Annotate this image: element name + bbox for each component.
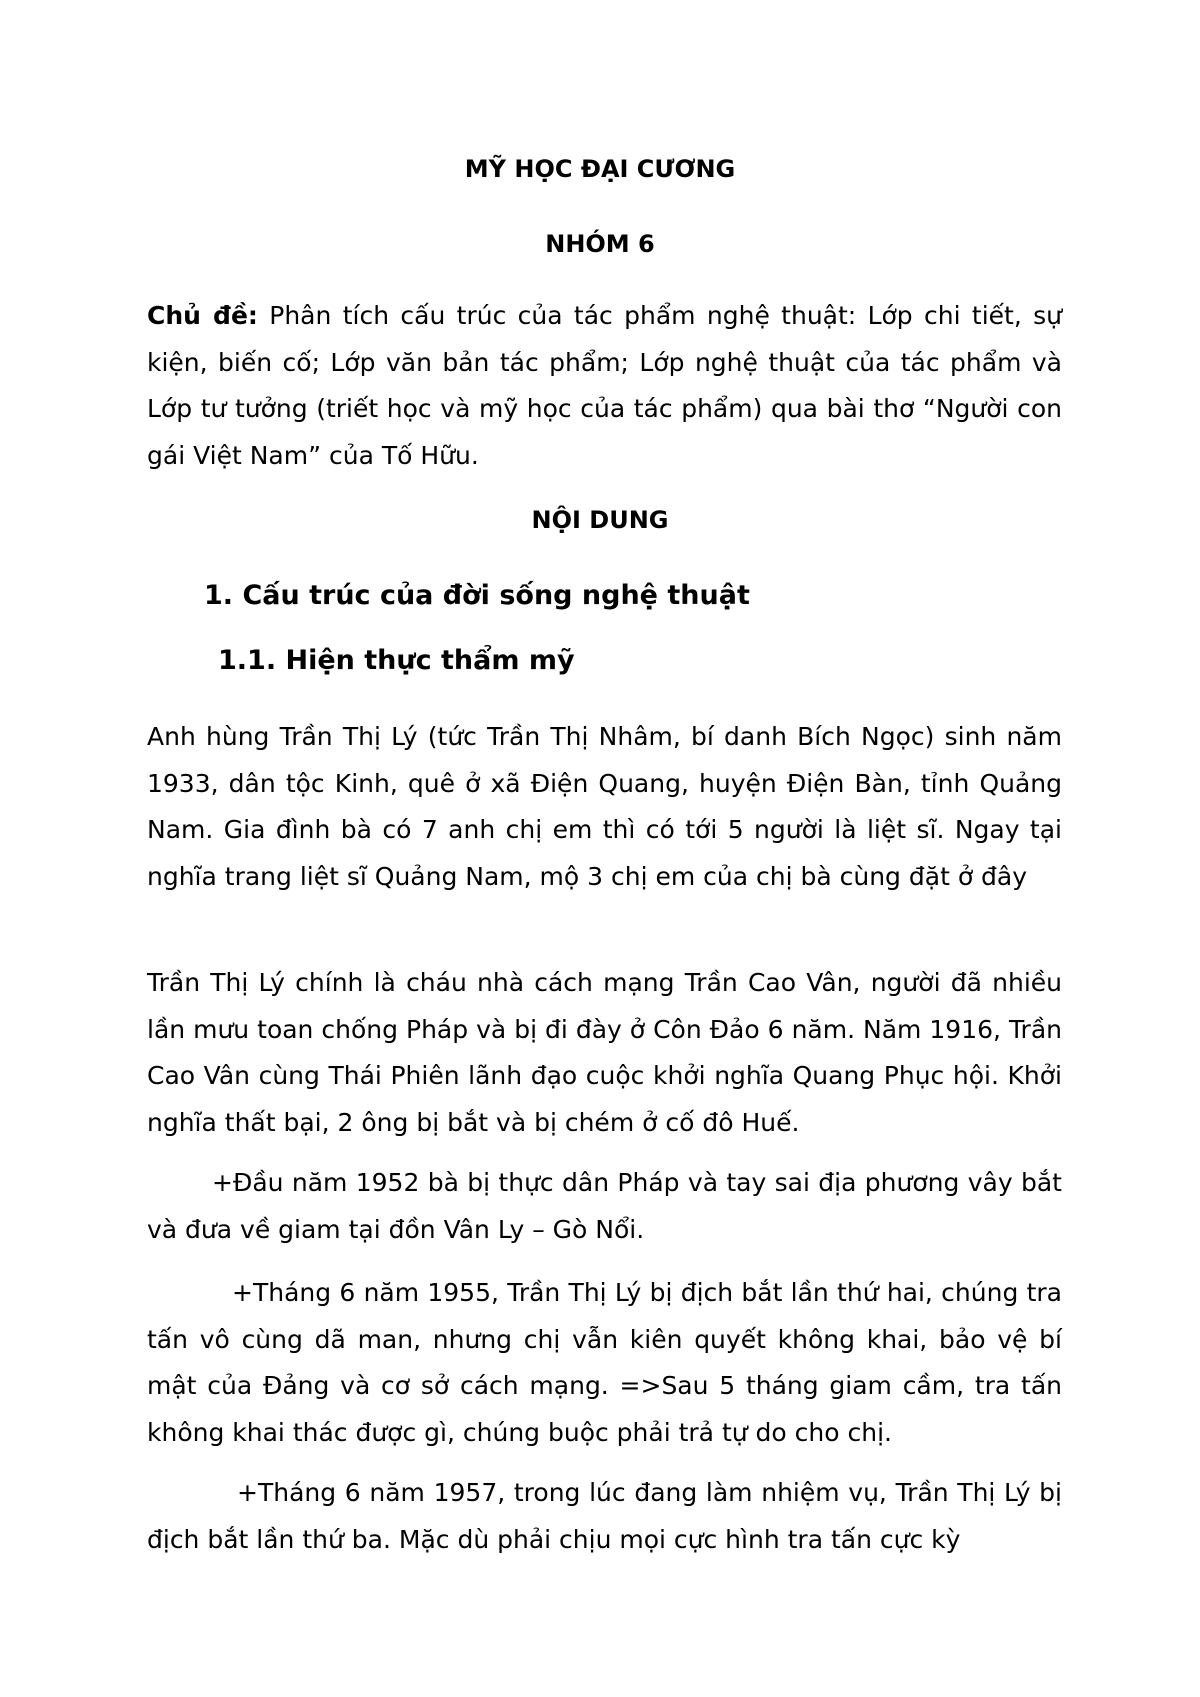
body-paragraph-2: Trần Thị Lý chính là cháu nhà cách mạng Trần Cao Vân, người đã nhiều lần mưu toan chống Pháp và bị đi đày ở Côn Đảo 6 năm. Năm 1916, Trần Cao Vân cùng Thái Phiên lãnh đạo cuộc khởi nghĩa Quang Phục hội. Khởi nghĩa thất bại, 2 ông bị bắt và bị chém ở cố đô Huế. <box>147 968 1062 1137</box>
content-heading: NỘI DUNG <box>531 506 669 534</box>
section-heading-1-1: 1.1. Hiện thực thẩm mỹ <box>218 645 575 676</box>
body-paragraph-1: Anh hùng Trần Thị Lý (tức Trần Thị Nhâm, bí danh Bích Ngọc) sinh năm 1933, dân tộc Kinh, quê ở xã Điện Quang, huyện Điện Bàn, tỉnh Quảng Nam. Gia đình bà có 7 anh chị em thì có tới 5 người là liệt sĩ. Ngay tại nghĩa trang liệt sĩ Quảng Nam, mộ 3 chị em của chị bà cùng đặt ở đây <box>147 722 1062 891</box>
topic-text: Phân tích cấu trúc của tác phẩm nghệ thuật: Lớp chi tiết, sự kiện, biến cố; Lớp văn bản tác phẩm; Lớp nghệ thuật của tác phẩm và Lớp tư tưởng (triết học và mỹ học của tác phẩm) qua bài thơ “Người con gái Việt Nam” của Tố Hữu. <box>147 301 1062 470</box>
topic-label: Chủ đề: <box>147 301 258 330</box>
section-heading-1: 1. Cấu trúc của đời sống nghệ thuật <box>204 580 750 611</box>
group-heading: NHÓM 6 <box>545 230 655 258</box>
body-paragraph-4: +Tháng 6 năm 1955, Trần Thị Lý bị địch bắt lần thứ hai, chúng tra tấn vô cùng dã man, nhưng chị vẫn kiên quyết không khai, bảo vệ bí mật của Đảng và cơ sở cách mạng. =>Sau 5 tháng giam cầm, tra tấn không khai thác được gì, chúng buộc phải trả tự do cho chị. <box>147 1278 1062 1447</box>
body-paragraph-5: +Tháng 6 năm 1957, trong lúc đang làm nhiệm vụ, Trần Thị Lý bị địch bắt lần thứ ba. Mặc dù phải chịu mọi cực hình tra tấn cực kỳ <box>147 1478 1062 1554</box>
topic-paragraph <box>147 293 1062 479</box>
body-paragraph-3: +Đầu năm 1952 bà bị thực dân Pháp và tay sai địa phương vây bắt và đưa về giam tại đồn Vân Ly – Gò Nổi. <box>147 1168 1062 1244</box>
document-title: MỸ HỌC ĐẠI CƯƠNG <box>464 155 736 183</box>
